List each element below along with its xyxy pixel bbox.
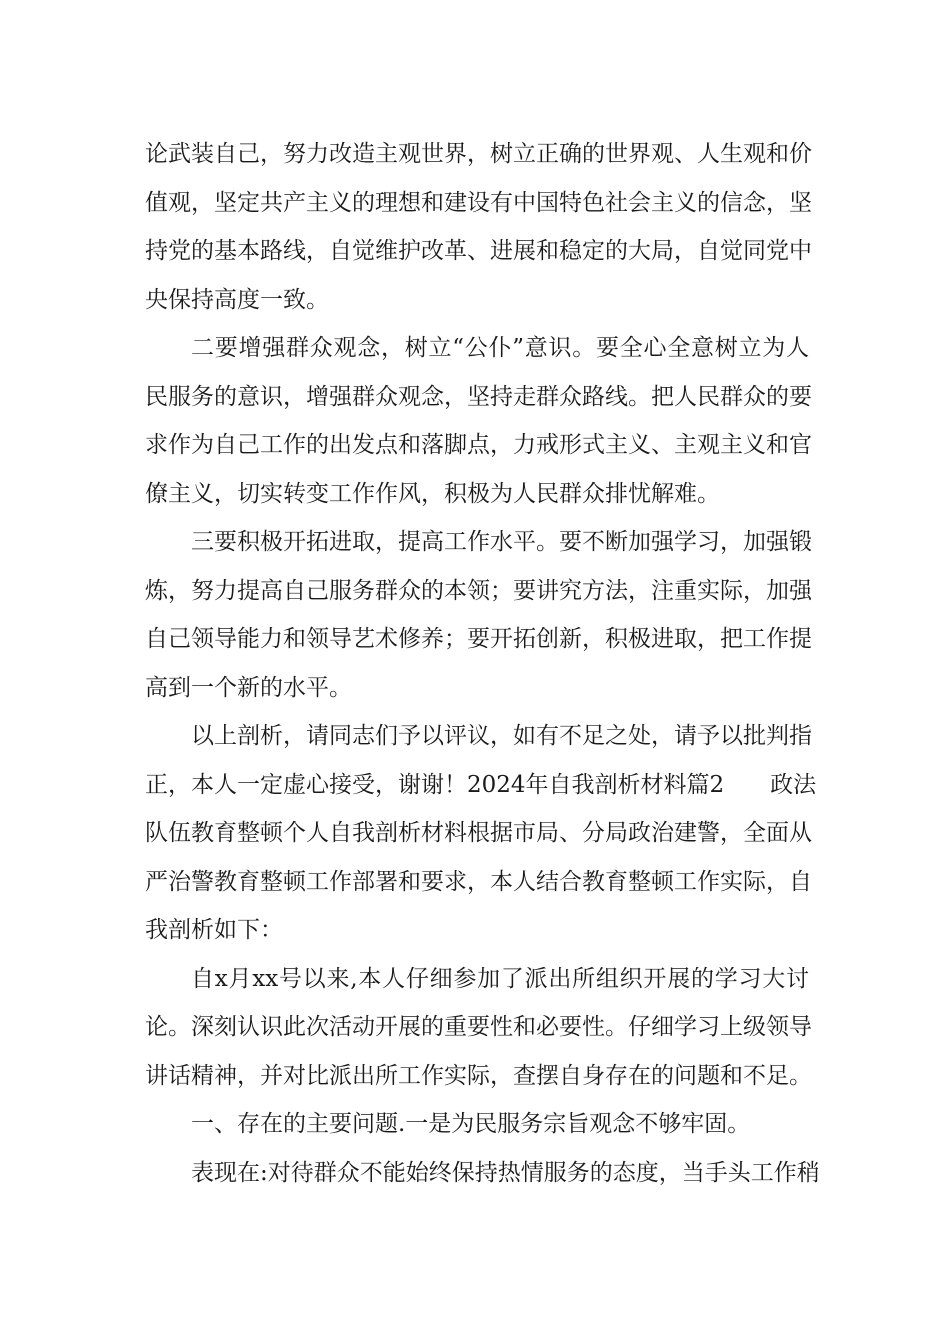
text-line: 求作为自己工作的出发点和落脚点，力戒形式主义、主观主义和官 [145, 432, 812, 458]
text-line: 严治警教育整顿工作部署和要求，本人结合教育整顿工作实际，自 [145, 868, 812, 895]
text-line: 炼，努力提高自己服务群众的本领；要讲究方法，注重实际，加强 [145, 577, 812, 604]
text-line: 以上剖析，请同志们予以评议，如有不足之处，请予以批判指 [191, 723, 812, 749]
text-line: 民服务的意识，增强群众观念，坚持走群众路线。把人民群众的要 [145, 383, 812, 410]
text-line: 一、存在的主要问题.一是为民服务宗旨观念不够牢固。 [191, 1111, 751, 1137]
text-line: 高到一个新的水平。 [145, 674, 352, 701]
text-line: 队伍教育整顿个人自我剖析材料根据市局、分局政治建警，全面从 [145, 820, 812, 846]
text-line: 央保持高度一致。 [145, 286, 329, 313]
text-line: 表现在:对待群众不能始终保持热情服务的态度，当手头工作稍 [191, 1159, 820, 1186]
text-line: 值观，坚定共产主义的理想和建设有中国特色社会主义的信念，坚 [145, 189, 812, 216]
text-line: 自x月xx号以来,本人仔细参加了派出所组织开展的学习大讨 [191, 965, 809, 992]
text-line: 三要积极开拓进取，提高工作水平。要不断加强学习，加强锻 [191, 529, 812, 555]
text-line: 论。深刻认识此次活动开展的重要性和必要性。仔细学习上级领导 [145, 1014, 812, 1040]
text-line: 讲话精神，并对比派出所工作实际，查摆自身存在的问题和不足。 [145, 1062, 812, 1089]
text-line: 二要增强群众观念，树立“公仆”意识。要全心全意树立为人 [191, 335, 809, 361]
text-line: 我剖析如下： [145, 917, 283, 943]
document-body [145, 130, 820, 1197]
text-line: 持党的基本路线，自觉维护改革、进展和稳定的大局，自觉同党中 [145, 238, 812, 264]
text-line: 自己领导能力和领导艺术修养；要开拓创新，积极进取，把工作提 [145, 626, 812, 652]
text-line: 论武装自己，努力改造主观世界，树立正确的世界观、人生观和价 [145, 141, 812, 167]
text-line: 正，本人一定虚心接受，谢谢！2024年自我剖析材料篇2 政法 [145, 771, 817, 798]
text-line: 僚主义，切实转变工作作风，积极为人民群众排忧解难。 [145, 480, 720, 507]
